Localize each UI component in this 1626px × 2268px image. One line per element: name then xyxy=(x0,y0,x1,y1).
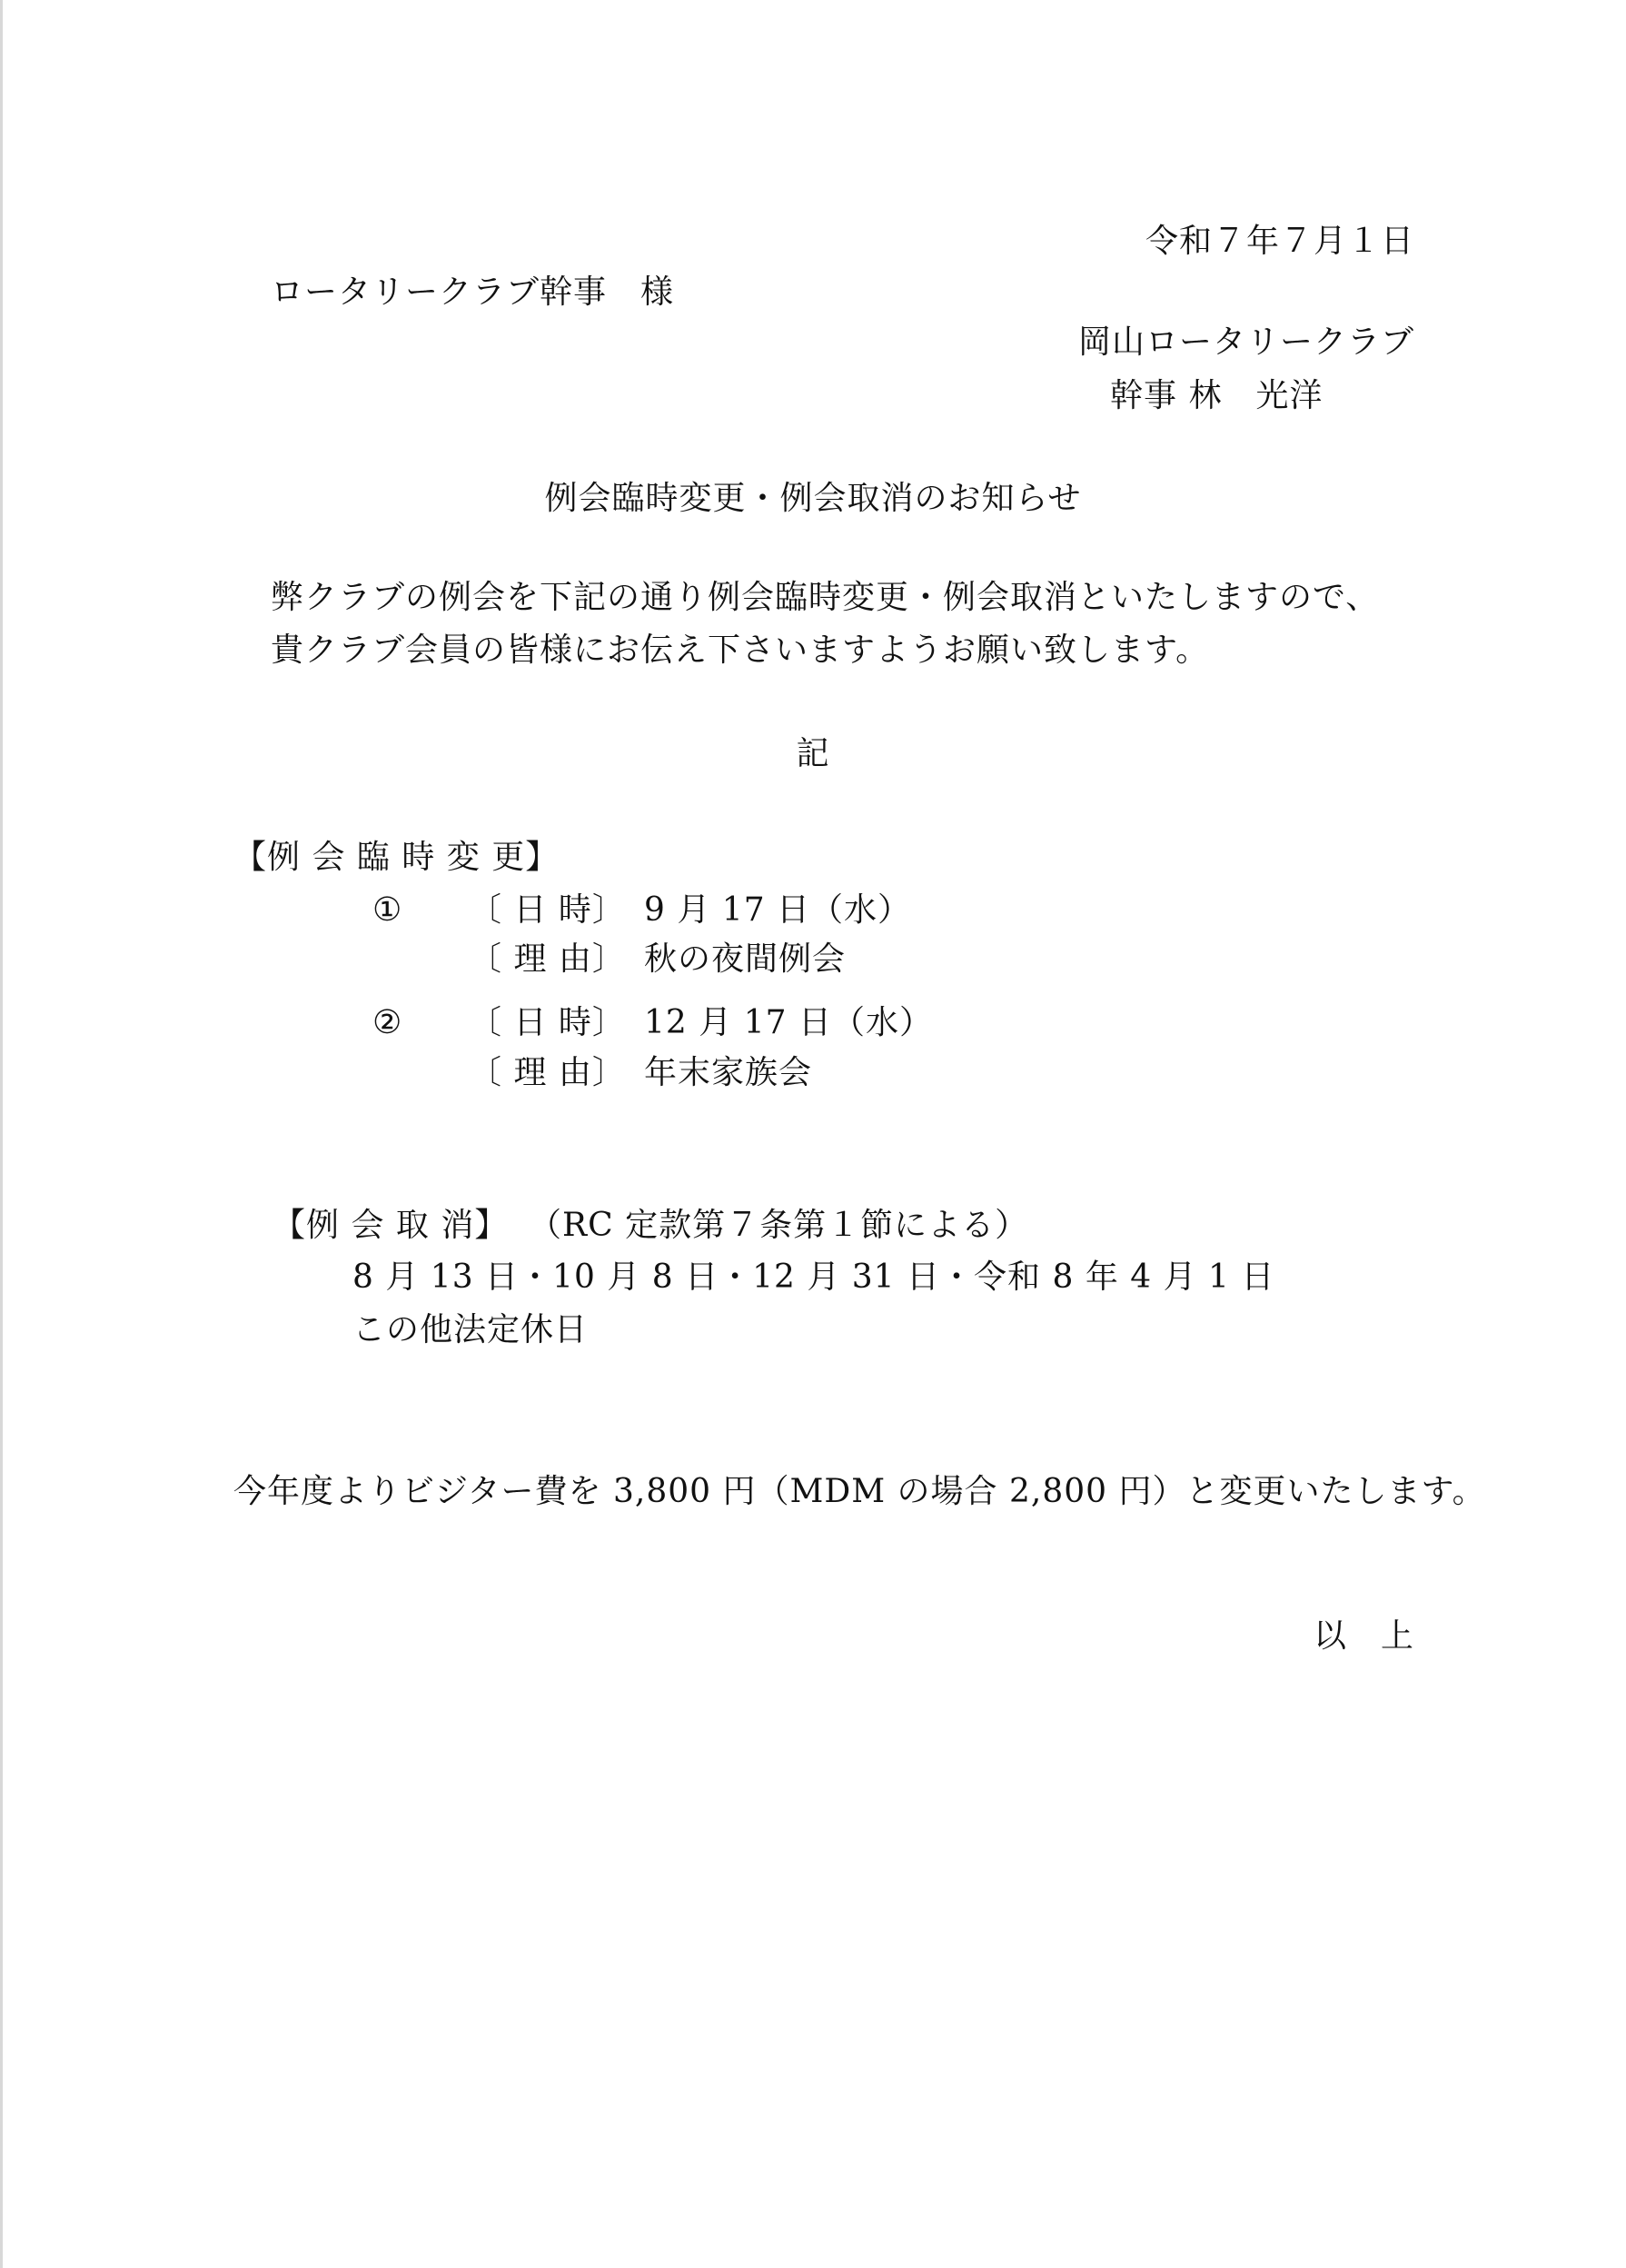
date-label: 〔 日 時〕 xyxy=(469,891,626,929)
visitor-fee-notice: 今年度よりビジター費を 3,800 円（MDM の場合 2,800 円）と変更いたします。 xyxy=(233,1473,1486,1510)
cancellations-basis: （RC 定款第７条第１節による） xyxy=(529,1207,1029,1244)
cancellation-other: この他法定休日 xyxy=(352,1311,589,1348)
document-title: 例会臨時変更・例会取消のお知らせ xyxy=(544,480,1082,517)
sender-secretary: 幹事 林 光洋 xyxy=(1110,377,1324,414)
sender-club: 岡山ロータリークラブ xyxy=(1077,323,1414,361)
body-line-1: 弊クラブの例会を下記の通り例会臨時変更・例会取消といたしますので、 xyxy=(271,579,1380,616)
cancellation-dates: 8 月 13 日・10 月 8 日・12 月 31 日・令和 8 年 4 月 1 日 xyxy=(352,1258,1275,1296)
body-line-2: 貴クラブ会員の皆様にお伝え下さいますようお願い致します。 xyxy=(271,632,1210,669)
changes-heading: 【例 会 臨 時 変 更】 xyxy=(233,839,560,876)
ki-mark: 記 xyxy=(796,735,830,772)
reason-label: 〔 理 由〕 xyxy=(469,940,626,978)
cancellations-heading: 【例 会 取 消】 xyxy=(273,1207,509,1244)
change-number: ① xyxy=(372,891,403,929)
reason-label: 〔 理 由〕 xyxy=(469,1054,626,1091)
date-label: 〔 日 時〕 xyxy=(469,1004,626,1041)
change-date: 9 月 17 日（水） xyxy=(644,891,912,929)
change-number: ② xyxy=(372,1004,403,1041)
change-reason: 秋の夜間例会 xyxy=(644,940,847,978)
page-edge xyxy=(0,0,3,2268)
document-date: 令和７年７月１日 xyxy=(1145,223,1414,260)
recipient: ロータリークラブ幹事 様 xyxy=(271,274,675,311)
closing-mark: 以 上 xyxy=(1313,1617,1414,1655)
change-date: 12 月 17 日（水） xyxy=(644,1004,933,1041)
change-reason: 年末家族会 xyxy=(644,1054,813,1091)
